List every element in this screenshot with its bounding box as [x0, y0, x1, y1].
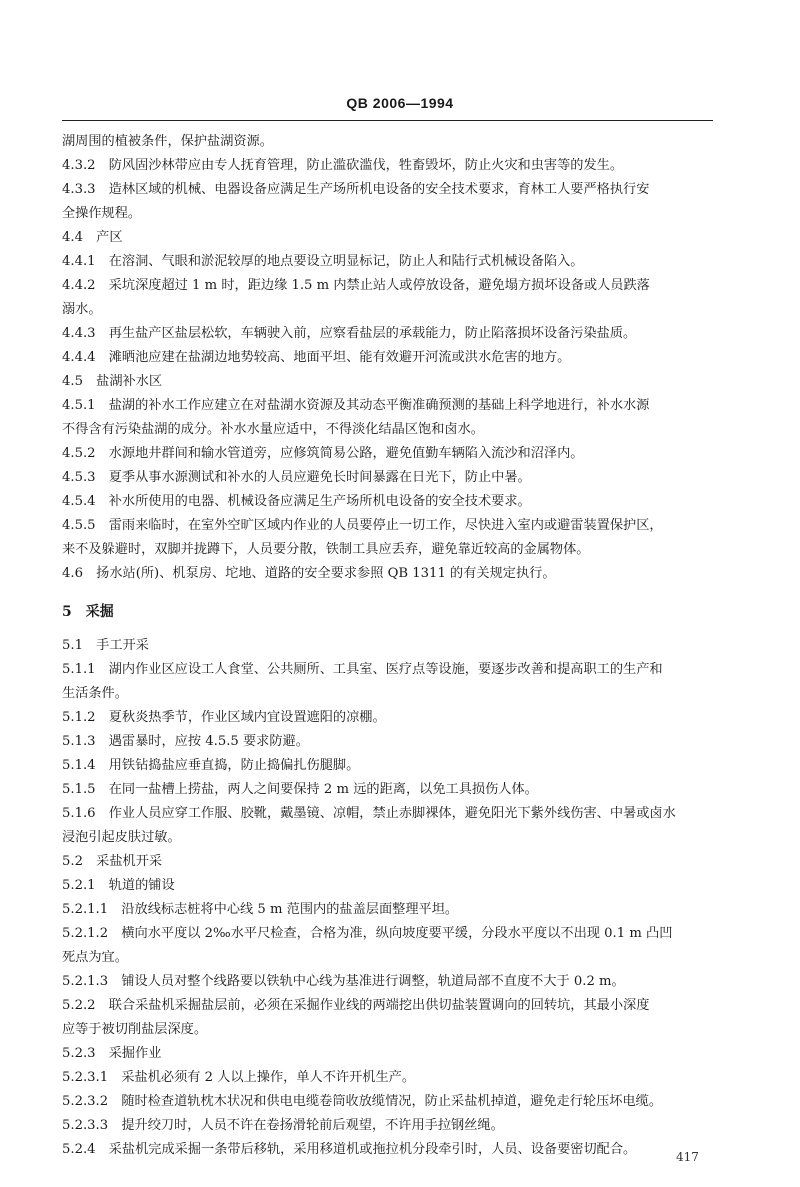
text-line: 4.5.4 补水所使用的电器、机械设备应满足生产场所机电设备的安全技术要求。: [62, 494, 531, 509]
text-line: 来不及躲避时，双脚并拢蹲下，人员要分散，铁制工具应丢弃，避免靠近较高的金属物体。: [62, 542, 590, 557]
text-line: 5.2.4 采盐机完成采掘一条带后移轨，采用移道机或拖拉机分段牵引时，人员、设备要密切配合。: [62, 1142, 637, 1157]
text-line: 4.3.3 造林区域的机械、电器设备应满足生产场所机电设备的安全技术要求，育林工人要严格执行安: [62, 182, 650, 197]
text-line: 4.4.3 再生盐产区盐层松软，车辆驶入前，应察看盐层的承载能力，防止陷落损坏设备污染盐质。: [62, 326, 637, 341]
chapter-heading: 5 采掘: [62, 604, 114, 620]
spacer: [62, 624, 713, 634]
text-line: 4.6 扬水站(所)、机泵房、坨地、道路的安全要求参照 QB 1311 的有关规定执行。: [62, 566, 556, 581]
text-line: 5.1.6 作业人员应穿工作服、胶靴，戴墨镜、凉帽，禁止赤脚裸体，避免阳光下紫外线伤害、中暑或卤水: [62, 806, 676, 821]
text-line: 4.5.5 雷雨来临时，在室外空旷区域内作业的人员要停止一切工作，尽快进入室内或避雷装置保护区，: [62, 518, 663, 533]
text-line: 5.2.1.2 横向水平度以 2‰水平尺检查，合格为准，纵向坡度要平缓，分段水平度以不出现 0.1 m 凸凹: [62, 926, 673, 941]
section-heading: 5.2 采盐机开采: [62, 854, 163, 869]
page-number: 417: [676, 1150, 699, 1164]
text-line: 4.5.1 盐湖的补水工作应建立在对盐湖水资源及其动态平衡准确预测的基础上科学地进行，补水水源: [62, 398, 650, 413]
section-heading: 5.2.1 轨道的铺设: [62, 878, 175, 893]
section-heading: 4.4 产区: [62, 230, 123, 245]
text-line: 5.2.3.3 提升绞刀时，人员不许在卷扬滑轮前后观望，不许用手拉钢丝绳。: [62, 1118, 504, 1133]
text-line: 溺水。: [62, 302, 102, 317]
text-line: 不得含有污染盐湖的成分。补水水量应适中，不得淡化结晶区饱和卤水。: [62, 422, 484, 437]
text-line: 5.1.3 遇雷暴时，应按 4.5.5 要求防避。: [62, 734, 309, 749]
document-body: [62, 130, 713, 1162]
text-line: 5.2.3.1 采盐机必须有 2 人以上操作，单人不许开机生产。: [62, 1070, 416, 1085]
header-divider: [62, 120, 713, 121]
text-line: 死点为宜。: [62, 950, 128, 965]
text-line: 湖周围的植被条件，保护盐湖资源。: [62, 134, 273, 149]
text-line: 5.2.1.3 铺设人员对整个线路要以铁轨中心线为基准进行调整，轨道局部不直度不大于 0.2 m。: [62, 974, 625, 989]
text-line: 5.1.5 在同一盐槽上捞盐，两人之间要保持 2 m 远的距离，以免工具损伤人体。: [62, 782, 538, 797]
text-line: 5.1.1 湖内作业区应设工人食堂、公共厕所、工具室、医疗点等设施，要逐步改善和提高职工的生产和: [62, 662, 663, 677]
section-heading: 5.2.3 采掘作业: [62, 1046, 162, 1061]
text-line: 4.3.2 防风固沙林带应由专人抚育管理，防止滥砍滥伐，牲畜毁坏，防止火灾和虫害等的发生。: [62, 158, 624, 173]
spacer: [62, 586, 713, 600]
text-line: 浸泡引起皮肤过敏。: [62, 830, 181, 845]
text-line: 4.4.1 在溶洞、气眼和淤泥较厚的地点要设立明显标记，防止人和陆行式机械设备陷入。: [62, 254, 584, 269]
text-line: 全操作规程。: [62, 206, 142, 221]
standard-code-header: QB 2006—1994: [346, 95, 454, 111]
text-line: 应等于被切削盐层深度。: [62, 1022, 208, 1037]
text-line: 4.4.2 采坑深度超过 1 m 时，距边缘 1.5 m 内禁止站人或停放设备，避免塌方损坏设备或人员跌落: [62, 278, 650, 293]
text-line: 4.5.3 夏季从事水源测试和补水的人员应避免长时间暴露在日光下，防止中暑。: [62, 470, 531, 485]
text-line: 生活条件。: [62, 686, 128, 701]
section-heading: 4.5 盐湖补水区: [62, 374, 163, 389]
text-line: 5.2.1.1 沿放线标志桩将中心线 5 m 范围内的盐盖层面整理平坦。: [62, 902, 459, 917]
text-line: 5.2.2 联合采盐机采掘盐层前，必须在采掘作业线的两端挖出供切盐装置调向的回转坑，其最小深度: [62, 998, 650, 1013]
text-line: 5.1.4 用铁钻捣盐应垂直捣，防止捣偏扎伤腿脚。: [62, 758, 360, 773]
text-line: 4.5.2 水源地井群间和输水管道旁，应修筑简易公路，避免值勤车辆陷入流沙和沼泽内。: [62, 446, 584, 461]
text-line: 5.2.3.2 随时检查道轨枕木状况和供电电缆卷筒收放缆情况，防止采盐机掉道，避免走行轮压坏电缆。: [62, 1094, 663, 1109]
section-heading: 5.1 手工开采: [62, 638, 149, 653]
text-line: 5.1.2 夏秋炎热季节，作业区域内宜设置遮阳的凉棚。: [62, 710, 386, 725]
text-line: 4.4.4 滩晒池应建在盐湖边地势较高、地面平坦、能有效避开河流或洪水危害的地方。: [62, 350, 571, 365]
